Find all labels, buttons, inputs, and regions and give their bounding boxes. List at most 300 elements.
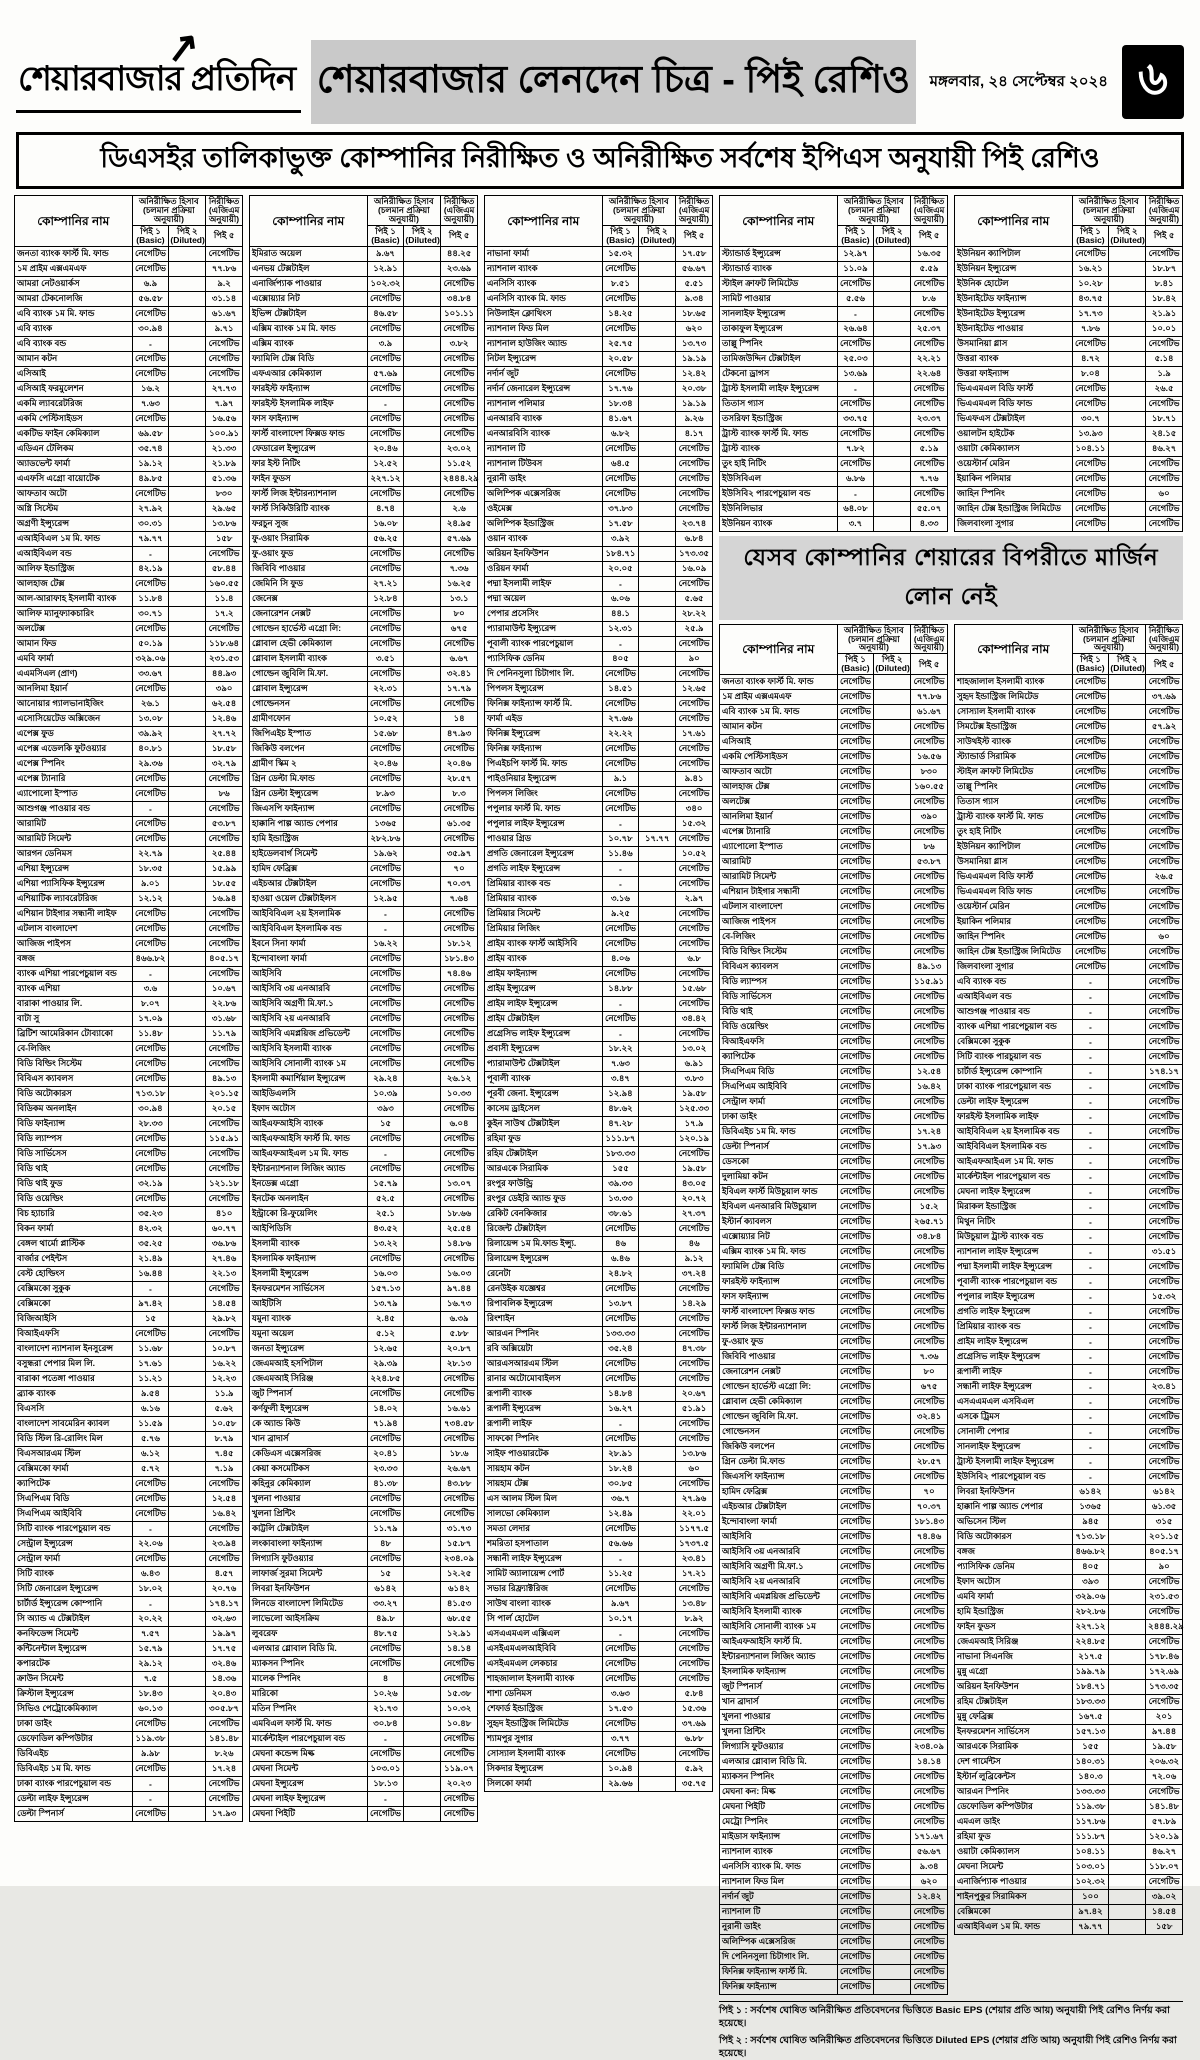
table-row: ইসলামিক ফাইন্যান্স নেগেটিভ নেগেটিভ: [720, 1665, 948, 1680]
column-header-pe5: পিই ৫: [911, 654, 948, 675]
column-header-name: কোম্পানির নাম: [955, 196, 1073, 247]
table-row: স্টাইল ক্রাফট লিমিটেড নেগেটিভ নেগেটিভ: [720, 276, 948, 291]
table-row: ফু-ওয়াং ফুড নেগেটিভ নেগেটিভ: [250, 546, 478, 561]
table-row: উসমানিয়া গ্লাস নেগেটিভ নেগেটিভ: [955, 855, 1183, 870]
table-row: নর্দার্ন জুট নেগেটিভ ১২.৪২: [720, 1890, 948, 1905]
table-row: কেয়া কসমেটিকস ২৩.৩৩ ২৬.৬৭: [250, 1461, 478, 1476]
table-row: ইনফরমেশন সার্ভিসেস ১৫৭.১৩ ৯৭.৪৪: [250, 1281, 478, 1296]
table-row: সি পার্ল হোটেল ১০.১৭ ৮.৯২: [485, 1611, 713, 1626]
table-row: বেক্সিমকো ফার্মা ৫.৭২ ৭.১৯: [15, 1461, 243, 1476]
table-row: বেঙ্গল থার্মো প্লাস্টিক ৩৫.২৫ ৩৬.৮৬: [15, 1236, 243, 1251]
table-row: প্রিমিয়ার লিজিং নেগেটিভ নেগেটিভ: [485, 921, 713, 936]
table-row: ইন্টারন্যাশনাল লিজিং অ্যান্ড নেগেটিভ নেগেটিভ: [720, 1650, 948, 1665]
table-row: ক্রিস্টাল ইন্স্যুরেন্স ১৮.৪৩ ২০.৪৩: [15, 1686, 243, 1701]
table-row: জিএসপি ফাইন্যান্স নেগেটিভ নেগেটিভ: [250, 801, 478, 816]
table-row: রিপাবলিক ইন্স্যুরেন্স ১৩.৮৭ ১৪.২৯: [485, 1296, 713, 1311]
table-row: ঢাকা ব্যাংক পারপেচুয়াল বন্ড - নেগেটিভ: [955, 1080, 1183, 1095]
table-row: খান ব্রাদার্স নেগেটিভ নেগেটিভ: [720, 1695, 948, 1710]
table-row: সামিট অ্যালায়েন্স পোর্ট ১১.২৫ ১৭.২১: [485, 1566, 713, 1581]
table-row: বিএসসি ৬.১৬ ৫.৬২: [15, 1401, 243, 1416]
table-row: মেঘনা সিমেন্ট ১০৩.০১ ১১৮.০৭: [955, 1860, 1183, 1875]
table-row: ন্যাশনাল ফিড মিল নেগেটিভ ৬২০: [720, 1875, 948, 1890]
table-row: জিকিউ বলপেন নেগেটিভ নেগেটিভ: [250, 741, 478, 756]
table-row: রানার অটোমোবাইলস নেগেটিভ নেগেটিভ: [485, 1371, 713, 1386]
table-row: এক্সিম ব্যাংক ১ম মি. ফান্ড নেগেটিভ নেগেটিভ: [250, 321, 478, 336]
table-row: ইস্টার্ন ক্যাবলস নেগেটিভ ২৬৫.৭১: [720, 1215, 948, 1230]
table-row: লিগ্যাসি ফুটওয়্যার নেগেটিভ ২৩৪.০৯: [250, 1551, 478, 1566]
table-row: আইসিবি ৩য় এনআরবি নেগেটিভ নেগেটিভ: [250, 981, 478, 996]
table-row: জিলবাংলা সুগার নেগেটিভ নেগেটিভ: [955, 960, 1183, 975]
table-row: গ্লোবাল হেভী কেমিক্যাল নেগেটিভ নেগেটিভ: [250, 636, 478, 651]
table-row: আরএন স্পিনিং ১৩৩.৩৩ নেগেটিভ: [485, 1326, 713, 1341]
table-row: উত্তরা ব্যাংক ৪.৭২ ৫.১৪: [955, 351, 1183, 366]
table-row: এক্সিম ব্যাংক ৩.৯ ৩.৮২: [250, 336, 478, 351]
column-header-unaudited: অনিরীক্ষিত হিসাব (চলমান প্রক্রিয়া অনুযায়ী): [1072, 624, 1146, 654]
table-row: নাভানা সিএনজি ২১৭.৫ ১৭৮.৪৬: [955, 1650, 1183, 1665]
table-row: ইউনাইটেড ফাইন্যান্স ৪৩.৭৫ ১৮.৪২: [955, 291, 1183, 306]
main-headline: ডিএসইর তালিকাভুক্ত কোম্পানির নিরীক্ষিত ও অনিরীক্ষিত সর্বশেষ ইপিএস অনুযায়ী পিই রেশিও: [16, 132, 1184, 189]
pe-table: [954, 624, 1183, 1936]
table-row: ইউনিয়ন ক্যাপিটাল নেগেটিভ নেগেটিভ: [955, 246, 1183, 261]
table-row: সি অ্যান্ড এ টেক্সটাইল ২০.২২ ৩২.৬৩: [15, 1611, 243, 1626]
table-row: কর্ণফুলী ইন্স্যুরেন্স ১৪.০২ ১৬.৬১: [250, 1401, 478, 1416]
table-row: প্যাসিফিক ডেনিম ৪০৫ ৯০: [485, 651, 713, 666]
table-row: ইসলামী কমার্শিয়াল ইন্স্যুরেন্স ২৯.২৪ ২৬.১২: [250, 1071, 478, 1086]
table-row: আরামিট সিমেন্ট নেগেটিভ নেগেটিভ: [15, 831, 243, 846]
table-row: শাশা ডেনিমস ৩.৬৩ ৫.৮৪: [485, 1686, 713, 1701]
table-row: এপেক্স ফুড ৩৯.৯২ ২৭.৭২: [15, 726, 243, 741]
table-row: আরামিট নেগেটিভ ৫৩.৮৭: [15, 816, 243, 831]
table-row: একটিভ ফাইন কেমিক্যাল ৬৯.৫৮ ১০০.৯১: [15, 426, 243, 441]
table-row: পিএইচপি ফার্স্ট মি. ফান্ড নেগেটিভ নেগেটিভ: [485, 756, 713, 771]
pe-table-column-4: [719, 195, 948, 532]
table-row: আইএফআইএল ১ম মি. ফান্ড - নেগেটিভ: [955, 1155, 1183, 1170]
table-row: ফারইস্ট ইসলামিক লাইফ - নেগেটিভ: [955, 1110, 1183, 1125]
table-row: এআইবিএল ১ম মি. ফান্ড ৭৯.৭৭ ১৫৮: [15, 531, 243, 546]
table-row: শাইনপুকুর সিরামিকস ১০০ ৩৯.০২: [955, 1890, 1183, 1905]
table-row: প্রিমিয়ার ব্যাংক বন্ড - নেগেটিভ: [485, 876, 713, 891]
table-row: প্যারামাউন্ট টেক্সটাইল ৭.৬৩ ৬.৯১: [485, 1056, 713, 1071]
table-row: জেনেক্স ১২.৮৪ ১৩.১: [250, 591, 478, 606]
table-row: গ্রামীণফোন ১০.৫২ ১৪: [250, 711, 478, 726]
table-row: জাহিন স্পিনিং নেগেটিভ ৬০: [955, 486, 1183, 501]
pe-table: [484, 195, 713, 1792]
pe-table: [719, 195, 948, 532]
table-row: ইউনিলিভার ৬৪.০৮ ৫৫.০৭: [720, 501, 948, 516]
table-row: সেন্ট্রাল ইন্স্যুরেন্স ২২.০৬ ২৩.৯৪: [15, 1536, 243, 1551]
table-header: [15, 196, 243, 247]
table-row: ইউনাইটেড ইন্স্যুরেন্স ১৭.৭৩ ২১.৯১: [955, 306, 1183, 321]
table-row: ডেল্টা লাইফ ইন্স্যুরেন্স - নেগেটিভ: [15, 1791, 243, 1806]
table-row: টেকনো ড্রাগস ১৩.৬৯ ২২.৬৪: [720, 366, 948, 381]
table-row: নিটল ইন্স্যুরেন্স ২০.৫৮ ১৯.১৯: [485, 351, 713, 366]
table-row: ওয়াটা কেমিক্যালস ১০৪.১১ ৪৬.২৭: [955, 441, 1183, 456]
column-header-pe5: পিই ৫: [206, 225, 243, 246]
table-row: ফারইস্ট ফাইন্যান্স নেগেটিভ নেগেটিভ: [720, 1275, 948, 1290]
table-row: দেশ গার্মেন্টস ১৪০.৩১ ২০৬.৩২: [955, 1755, 1183, 1770]
table-row: বিডি ল্যাম্পস নেগেটিভ ১১৫.৯১: [720, 975, 948, 990]
column-header-pe2: পিই ২ (Diluted): [405, 225, 440, 245]
table-row: ফিনিক্স ফাইন্যান্স নেগেটিভ নেগেটিভ: [720, 1980, 948, 1995]
table-row: মারিকো ১০.২৬ ১৫.৩৮: [250, 1686, 478, 1701]
table-row: পপুলার লাইফ ইন্স্যুরেন্স - ১৫.৩২: [485, 816, 713, 831]
table-row: সুহৃদ ইন্ডাস্ট্রিজ লিমিটেড নেগেটিভ ৩৭.৬৯: [955, 690, 1183, 705]
table-row: এশিয়াটিক ল্যাবরেটরিজ ১২.১২ ১৬.৯৪: [15, 891, 243, 906]
table-row: ঢাকা ডাইং নেগেটিভ নেগেটিভ: [15, 1716, 243, 1731]
column-header-pe2: পিই ২ (Diluted): [875, 654, 910, 674]
table-row: ইসলামিক ফাইন্যান্স নেগেটিভ নেগেটিভ: [250, 1251, 478, 1266]
table-row: বিডি ওয়েল্ডিং নেগেটিভ নেগেটিভ: [720, 1020, 948, 1035]
table-row: জিবিবি পাওয়ার নেগেটিভ ৭.৩৬: [250, 561, 478, 576]
table-row: এআইবিএল বন্ড - নেগেটিভ: [15, 546, 243, 561]
table-row: বঙ্গজ ৪৬৬.৮২ ৪০৫.১৭: [15, 951, 243, 966]
table-row: ফ্যামিলি টেক্স বিডি নেগেটিভ নেগেটিভ: [250, 351, 478, 366]
table-row: ডিবিএইচ ১ম মি. ফান্ড নেগেটিভ ১৭.২৪: [15, 1761, 243, 1776]
column-header-pe5: পিই ৫: [1146, 654, 1183, 675]
table-row: রূপালী ব্যাংক ১৪.৮৪ ২০.৬৭: [485, 1386, 713, 1401]
table-row: যমুনা ব্যাংক ২.৪৫ ৬.৩৯: [250, 1311, 478, 1326]
table-row: বিডি ল্যাম্পস নেগেটিভ ১১৫.৯১: [15, 1131, 243, 1146]
table-row: রহিমা ফুড ১১১.৮৭ ১২০.১৯: [485, 1131, 713, 1146]
page-number-badge: ৬: [1122, 45, 1184, 119]
table-row: কাসেম ড্রাইসেল ৪৮.৬২ ১২৫.৩৩: [485, 1101, 713, 1116]
table-row: আইসিবি এমপ্লয়িজ প্রভিডেন্ট নেগেটিভ নেগেটিভ: [250, 1026, 478, 1041]
table-row: এনসিসি ব্যাংক মি. ফান্ড নেগেটিভ ৯.৩৪: [720, 1860, 948, 1875]
table-row: তামিজউদ্দিন টেক্সটাইল ২৫.০৩ ২২.২১: [720, 351, 948, 366]
table-row: এক্সোয়্যার নিট নেগেটিভ ৩৪.৮৪: [720, 1230, 948, 1245]
table-row: গ্রামীণ স্কিম ২ ২০.৪৬ ২০.৪৬: [250, 756, 478, 771]
table-row: মেঘনা পিইটি নেগেটিভ নেগেটিভ: [250, 1806, 478, 1821]
table-row: এসকে ট্রিমস - নেগেটিভ: [955, 1410, 1183, 1425]
column-header-pe2: পিই ২ (Diluted): [170, 225, 205, 245]
table-row: বিডি অটোকারস ৭১৩.১৮ ২০১.১৫: [955, 1530, 1183, 1545]
table-row: এ্যাপোলো ইস্পাত নেগেটিভ ৮৬: [720, 840, 948, 855]
table-row: আরএকে সিরামিক ১৫৫ ১৯.৫৮: [955, 1740, 1183, 1755]
table-row: অরিয়ন ইনফিউশন ১৮৪.৭১ ১৭৩.৩৫: [955, 1680, 1183, 1695]
table-row: ফিনিক্স ইন্স্যুরেন্স ২২.২২ ১৭.৬১: [485, 726, 713, 741]
table-row: তিতাস গ্যাস নেগেটিভ নেগেটিভ: [955, 795, 1183, 810]
table-row: হামি ইন্ডাস্ট্রিজ ২৮২.৮৬ নেগেটিভ: [955, 1605, 1183, 1620]
table-row: ইন্টারন্যাশনাল লিজিং অ্যান্ড নেগেটিভ নেগেটিভ: [250, 1161, 478, 1176]
page-title: শেয়ারবাজার লেনদেন চিত্র - পিই রেশিও: [311, 40, 915, 124]
column-header-pe2: পিই ২ (Diluted): [640, 225, 675, 245]
table-row: ইনফরমেশন সার্ভিসেস ১৫৭.১৩ ৯৭.৪৪: [955, 1725, 1183, 1740]
table-header: [720, 624, 948, 675]
column-header-pe1: পিই ১ (Basic): [132, 225, 169, 246]
column-header-name: কোম্পানির নাম: [720, 196, 838, 247]
table-row: সুহৃদ ইন্ডাস্ট্রিজ লিমিটেড নেগেটিভ ৩৭.৬৯: [485, 1716, 713, 1731]
table-row: ন্যাশনাল টি নেগেটিভ নেগেটিভ: [720, 1905, 948, 1920]
table-row: সিভিও পেট্রোকেমিক্যাল ৬০.১৩ ৩০৫.৮৭: [15, 1701, 243, 1716]
table-row: বেক্সিমকো ৯৭.৪২ ১৪.৫৪: [955, 1905, 1183, 1920]
table-row: এসইএমএলআইবিবি নেগেটিভ নেগেটিভ: [485, 1641, 713, 1656]
table-row: বিবিএস ক্যাবলস নেগেটিভ ৪৯.১৩: [720, 960, 948, 975]
column-header-pe2: পিই ২ (Diluted): [1110, 225, 1145, 245]
table-row: সিএপিএম বিডি নেগেটিভ ১২.৫৪: [720, 1065, 948, 1080]
table-row: ভিএএমএল বিডি ফার্স্ট নেগেটিভ ২৬.৫: [955, 870, 1183, 885]
footnotes: [719, 2001, 1183, 2060]
table-row: প্রাইম ইন্স্যুরেন্স ১৪.৮৮ ১৫.৬৮: [485, 981, 713, 996]
table-row: এমবিএল ফার্স্ট মি. ফান্ড ৩০.৮৪ ১০.৪৮: [250, 1716, 478, 1731]
table-row: আইসিবি ২য় এনআরবি নেগেটিভ নেগেটিভ: [720, 1575, 948, 1590]
table-row: অলিম্পিক এক্সেসরিজ নেগেটিভ নেগেটিভ: [720, 1935, 948, 1950]
margin-loan-table-1: [719, 624, 948, 1996]
table-row: আজিজ পাইপস নেগেটিভ নেগেটিভ: [15, 936, 243, 951]
table-row: পেপার প্রসেসিং ৪৪.১ ২৮.২২: [485, 606, 713, 621]
table-row: সাউথ বাংলা ব্যাংক ৯.৬৭ ১৩.৪৮: [485, 1596, 713, 1611]
table-row: নাভানা ফার্মা ১৫.৩২ ১৭.৫৮: [485, 246, 713, 261]
table-row: এসিআই নেগেটিভ নেগেটিভ: [720, 735, 948, 750]
table-row: এশিয়া ইন্স্যুরেন্স ১৮.৩৫ ১৫.৯৯: [15, 861, 243, 876]
table-row: অলিম্পিক ইন্ডাস্ট্রিজ ১৭.৫৮ ২৩.৭৪: [485, 516, 713, 531]
table-row: হামি ইন্ডাস্ট্রিজ ২৮২.৮৬ নেগেটিভ: [250, 831, 478, 846]
table-row: এবি ব্যাংক বন্ড - নেগেটিভ: [955, 975, 1183, 990]
table-row: ক্যাপিটেক নেগেটিভ নেগেটিভ: [15, 1476, 243, 1491]
table-row: জিপিএইচ ইস্পাত ১৫.৬৮ ৪৭.৯৩: [250, 726, 478, 741]
table-row: রেকিট বেনকিজার ৩৮.৬১ ২৭.৩৭: [485, 1206, 713, 1221]
table-row: পাইওনিয়ার ইন্স্যুরেন্স ৯.১ ৯.৪১: [485, 771, 713, 786]
table-row: বিডি অটোকারস ৭১৩.১৮ ২০১.১৫: [15, 1086, 243, 1101]
table-row: এবি ব্যাংক বন্ড - নেগেটিভ: [15, 336, 243, 351]
table-row: জেনারেশন নেক্সট নেগেটিভ ৮০: [250, 606, 478, 621]
table-row: আইসিবি সোনালী ব্যাংক ১ম নেগেটিভ নেগেটিভ: [720, 1620, 948, 1635]
pe-table-column-3: [484, 195, 713, 1792]
table-row: আইবিবিএল ইসলামিক বন্ড - নেগেটিভ: [955, 1140, 1183, 1155]
table-row: আমরা টেকনোলজি ৫৬.৫৮ ৩১.১৪: [15, 291, 243, 306]
table-row: রূপালী লাইফ - নেগেটিভ: [485, 1416, 713, 1431]
table-row: এবি ব্যাংক ৩০.৯৪ ৯.৭১: [15, 321, 243, 336]
table-row: বারাকা পতেঙ্গা পাওয়ার ১১.২১ ১২.২৩: [15, 1371, 243, 1386]
table-row: ফার্স্ট সিকিউরিটি ব্যাংক ৪.৭৪ ২.৬: [250, 501, 478, 516]
table-row: বিডিকম অনলাইন ৩০.৯৪ ২০.১৫: [15, 1101, 243, 1116]
table-row: ম্যাকসন স্পিনিং নেগেটিভ নেগেটিভ: [250, 1656, 478, 1671]
table-row: চার্টার্ড ইন্স্যুরেন্স কোম্পানি - ১৭৪.১৭: [15, 1596, 243, 1611]
table-row: রহিম টেক্সটাইল ১৮৩.৩৩ নেগেটিভ: [955, 1695, 1183, 1710]
table-row: ইউনাইটেড পাওয়ার ৭.৮৬ ১০.০১: [955, 321, 1183, 336]
table-row: বাটা সু ১৭.০৯ ৩১.৬৮: [15, 1011, 243, 1026]
column-header-pe5: পিই ৫: [441, 225, 478, 246]
table-row: গ্লোবাল হেভী কেমিক্যাল নেগেটিভ নেগেটিভ: [720, 1395, 948, 1410]
table-row: আলহাজ টেক্স নেগেটিভ ১৬০.৫৫: [720, 780, 948, 795]
table-row: ইউসিবি২ পারপেচুয়াল বন্ড - নেগেটিভ: [955, 1470, 1183, 1485]
table-row: ট্রাস্ট ইসলামী লাইফ ইন্স্যুরেন্স - নেগেটিভ: [720, 381, 948, 396]
table-row: ফাস ফাইন্যান্স নেগেটিভ নেগেটিভ: [250, 411, 478, 426]
table-row: বিডি বিল্ডিং সিস্টেম নেগেটিভ নেগেটিভ: [720, 945, 948, 960]
table-row: আরামিট নেগেটিভ ৫৩.৮৭: [720, 855, 948, 870]
table-row: ইনডেক্স এগ্রো ১৫.৭৯ ১৩.০৭: [250, 1176, 478, 1191]
table-columns: [0, 191, 1200, 2060]
table-row: সিটি ব্যাংক পারপেচুয়াল বন্ড - নেগেটিভ: [15, 1521, 243, 1536]
table-row: প্রাইম ফাইন্যান্স নেগেটিভ নেগেটিভ: [485, 966, 713, 981]
table-row: রবি অক্সিয়েটা ৩৫.২৪ ৪৭.৩৮: [485, 1341, 713, 1356]
table-row: বসুন্ধরা পেপার মিল লি. ১৭.৬১ ১৬.২২: [15, 1356, 243, 1371]
table-row: কেডিএস এক্সেসরিজ ২০.৪১ ১৮.৬: [250, 1446, 478, 1461]
table-row: ব্রিটিশ আমেরিকান টোব্যাকো ১১.৪৮ ১১.৭৯: [15, 1026, 243, 1041]
table-row: ডেসকো নেগেটিভ নেগেটিভ: [720, 1155, 948, 1170]
table-row: এপেক্স ট্যানারি নেগেটিভ নেগেটিভ: [720, 825, 948, 840]
table-row: কপারটেক ২৯.১২ ৩২.৪৬: [15, 1656, 243, 1671]
column-header-pe5: পিই ৫: [1146, 225, 1183, 246]
column-header-name: কোম্পানির নাম: [720, 624, 838, 675]
table-row: ওরিয়ন ফার্মা ২০.০৫ ১৬.০৯: [485, 561, 713, 576]
table-row: রহিম টেক্সটাইল ১৮৩.৩৩ নেগেটিভ: [485, 1146, 713, 1161]
table-row: এনআরবিসি ব্যাংক ৬.৮২ ৪.১৭: [485, 426, 713, 441]
table-row: নর্দার্ন জুট নেগেটিভ ১২.৪২: [485, 366, 713, 381]
table-row: হাওয়া ওয়েল টেক্সটাইলস ১২.৯৫ ৭.৬৪: [250, 891, 478, 906]
table-row: ইউনিয়ন ব্যাংক ৩.৭ ৪.৩৩: [720, 516, 948, 531]
page-header: [0, 0, 1200, 130]
table-row: সিটি ব্যাংক ৬.৪৩ ৪.৫৭: [15, 1566, 243, 1581]
table-row: প্রিমিয়ার ব্যাংক ৩.১৬ ২.৯৭: [485, 891, 713, 906]
footnote-pe1: পিই ১ : সর্বশেষ ঘোষিত অনিরীক্ষিত প্রতিবেদনের ভিত্তিতে Basic EPS (শেয়ার প্রতি আয়) অনুযায়ী পিই রেশিও নির্ণয় করা হয়েছে।: [719, 2005, 1170, 2030]
table-row: জেএমআই সিরিঞ্জ ২২৪.৮৫ নেগেটিভ: [250, 1371, 478, 1386]
table-row: বিডি সার্ভিসেস নেগেটিভ নেগেটিভ: [15, 1146, 243, 1161]
newspaper-logo: [16, 23, 301, 113]
table-row: ডিবিএইচ ৯.৯৮ ৮.২৬: [15, 1746, 243, 1761]
table-row: সাফকো স্পিনিং নেগেটিভ নেগেটিভ: [485, 1431, 713, 1446]
table-row: শ্যামপুর সুগার ৩.৭৭ ৬.৮৮: [485, 1731, 713, 1746]
table-row: রেনউইক যজ্ঞেশ্বর নেগেটিভ নেগেটিভ: [485, 1281, 713, 1296]
table-row: তসরিফা ইন্ডাস্ট্রিজ ৩৩.৭৫ ২৩.৩৭: [720, 411, 948, 426]
table-row: বিআইএফসি নেগেটিভ নেগেটিভ: [15, 1326, 243, 1341]
table-row: সাইফ পাওয়ারটেক ২৮.৯১ ১৩.৮৬: [485, 1446, 713, 1461]
table-row: রহিমা ফুড ১১১.৮৭ ১২০.১৯: [955, 1830, 1183, 1845]
table-row: বিচ হ্যাচারি ৩৫.২৩ ৪১০: [15, 1206, 243, 1221]
table-row: নর্দার্ন জেনারেল ইন্স্যুরেন্স ১৭.৭৬ ২০.৩৮: [485, 381, 713, 396]
table-row: ফিনিক্স ফাইন্যান্স নেগেটিভ নেগেটিভ: [485, 741, 713, 756]
table-row: জিকিউ বলপেন নেগেটিভ নেগেটিভ: [720, 1440, 948, 1455]
table-row: পূবালী ব্যাংক পারপেচুয়াল বন্ড - নেগেটিভ: [955, 1275, 1183, 1290]
table-row: রিংশাইন নেগেটিভ নেগেটিভ: [485, 1311, 713, 1326]
table-row: তাকাফুল ইন্স্যুরেন্স ২৬.৬৪ ২৫.৩৭: [720, 321, 948, 336]
table-row: সানলাইফ ইন্স্যুরেন্স - নেগেটিভ: [720, 306, 948, 321]
table-row: এশিয়ান টাইগার সন্ধানী লাইফ নেগেটিভ নেগেটিভ: [15, 906, 243, 921]
table-row: ওয়ান ব্যাংক ৩.৯২ ৬.৮৪: [485, 531, 713, 546]
table-row: রিলায়েন্স ইন্স্যুরেন্স ৬.৪৬ ৯.১২: [485, 1251, 713, 1266]
table-row: কে অ্যান্ড কিউ ৭১.৯৪ ৭৩৪.৫৮: [250, 1416, 478, 1431]
table-row: মতিন স্পিনিং ২১.৭৩ ১০.৩২: [250, 1701, 478, 1716]
table-row: লুবরেফ ৪৮.৭৫ ১২.৯১: [250, 1626, 478, 1641]
table-row: স্ট্যান্ডার্ড সিরামিক নেগেটিভ নেগেটিভ: [955, 750, 1183, 765]
table-row: আইবিবিএল ইসলামিক বন্ড - নেগেটিভ: [250, 921, 478, 936]
table-row: এসএএমএল এসবিএল - নেগেটিভ: [955, 1395, 1183, 1410]
table-row: নিউলাইন ক্লোথিংস ১৪.২৫ ১৮.৬৫: [485, 306, 713, 321]
table-row: এপেক্স ট্যানারি নেগেটিভ নেগেটিভ: [15, 771, 243, 786]
table-row: ওয়েস্টার্ন মেরিন নেগেটিভ নেগেটিভ: [955, 456, 1183, 471]
table-row: ফিনিক্স ফাইন্যান্স ফার্স্ট মি. নেগেটিভ নেগেটিভ: [720, 1965, 948, 1980]
table-row: মেঘনা কন: মিল্ক নেগেটিভ নেগেটিভ: [720, 1785, 948, 1800]
pe-table: [14, 195, 243, 1822]
table-row: এনার্জিপ্যাক পাওয়ার ১০২.৩২ নেগেটিভ: [955, 1875, 1183, 1890]
table-row: সায়হাম কটন ১৮.২৪ ৬০: [485, 1461, 713, 1476]
table-row: হাইডেলবার্গ সিমেন্ট ১৯.৬২ ৩৫.৯৭: [250, 846, 478, 861]
table-row: খুলনা প্রিন্টিং নেগেটিভ নেগেটিভ: [720, 1725, 948, 1740]
table-row: গোল্ডেন হার্ভেস্ট এগ্রো লি: নেগেটিভ ৬৭৫: [250, 621, 478, 636]
table-row: বে-লিজিং নেগেটিভ নেগেটিভ: [15, 1041, 243, 1056]
table-row: ইমিরাত অয়েল ৯.৬৭ ৪৪.২৫: [250, 246, 478, 261]
table-row: ওয়ালটন হাইটেক ১৩.৯৩ ২৪.১৫: [955, 426, 1183, 441]
table-row: এসিআই ফরমুলেশন ১৬.২ ২৭.৭৩: [15, 381, 243, 396]
table-row: ডেফোডিল কম্পিউটার ১১৯.৩৮ ১৪১.৪৮: [955, 1800, 1183, 1815]
table-row: আইএফআইএল ১ম মি. ফান্ড - নেগেটিভ: [250, 1146, 478, 1161]
table-row: গোল্ডেন হার্ভেস্ট এগ্রো লি: নেগেটিভ ৬৭৫: [720, 1380, 948, 1395]
table-row: আইসিবি অগ্রণী মি.ফা.১ নেগেটিভ নেগেটিভ: [250, 996, 478, 1011]
table-row: ব্যাংক এশিয়া ৩.৬ ১০.৬৭: [15, 981, 243, 996]
table-row: মেঘনা লাইফ ইন্স্যুরেন্স - নেগেটিভ: [955, 1185, 1183, 1200]
table-row: ইবিএল এনআরবি মিউচুয়াল নেগেটিভ ১৫.২: [720, 1200, 948, 1215]
table-row: পদ্মা ইসলামী লাইফ - নেগেটিভ: [485, 576, 713, 591]
table-row: জেএমআই হসপিটাল ২৯.৩৯ ২৮.১৩: [250, 1356, 478, 1371]
table-row: বেস্ট হোল্ডিংস ১৬.৪৪ ২২.১৩: [15, 1266, 243, 1281]
table-row: এস আলম স্টিল মিল ৩৬.৭ ২৭.৯৬: [485, 1491, 713, 1506]
table-row: সিটি ব্যাংক পারচুয়াল বন্ড - নেগেটিভ: [955, 1050, 1183, 1065]
table-row: কাট্টলি টেক্সটাইল ১১.৭৯ ৩১.৭৩: [250, 1521, 478, 1536]
table-row: কহিনুর কেমিক্যাল ৪১.৩৮ ৪৩.৮৮: [250, 1476, 478, 1491]
table-row: এএফসি এগ্রো বায়োটেক ৪৯.৮৫ ৫১.৩৬: [15, 471, 243, 486]
table-row: বঙ্গজ ৪৬৬.৮২ ৪০৫.১৭: [955, 1545, 1183, 1560]
table-row: আল-আরাফাহ ইসলামী ব্যাংক ১১.৮৪ ১১.৪: [15, 591, 243, 606]
table-row: গোল্ডেন জুবিলি মি.ফা. নেগেটিভ ৩২.৪১: [720, 1410, 948, 1425]
table-row: লংকাবাংলা ফাইন্যান্স ৪৮ ১৫.৮৭: [250, 1536, 478, 1551]
table-row: বিডি ওয়েল্ডিং নেগেটিভ নেগেটিভ: [15, 1191, 243, 1206]
table-row: গোল্ডেন জুবিলি মি.ফা. নেগেটিভ ৩২.৪১: [250, 666, 478, 681]
table-row: ন্যাশনাল ব্যাংক নেগেটিভ ৫৬.৬৭: [720, 1845, 948, 1860]
table-row: রূপালী লাইফ - নেগেটিভ: [955, 1365, 1183, 1380]
table-row: প্রিমিয়ার ব্যাংক বন্ড - নেগেটিভ: [955, 1320, 1183, 1335]
table-row: বিবিএস ক্যাবলস নেগেটিভ ৪৯.১৩: [15, 1071, 243, 1086]
table-row: আইসিবি অগ্রণী মি.ফা.১ নেগেটিভ নেগেটিভ: [720, 1560, 948, 1575]
table-row: ইন্দোবাংলা ফার্মা নেগেটিভ ১৮১.৪৩: [720, 1515, 948, 1530]
table-row: পপুলার লাইফ ইন্স্যুরেন্স - ১৫.৩২: [955, 1290, 1183, 1305]
table-row: এলআর গ্লোবাল বিডি মি. নেগেটিভ ১৪.১৪: [720, 1755, 948, 1770]
column-header-unaudited: অনিরীক্ষিত হিসাব (চলমান প্রক্রিয়া অনুযায়ী): [132, 196, 206, 226]
table-row: ইবিএল ফার্স্ট মিউচুয়াল ফান্ড নেগেটিভ নেগেটিভ: [720, 1185, 948, 1200]
column-header-name: কোম্পানির নাম: [485, 196, 603, 247]
table-row: ফু-ওয়াং সিরামিক ৫৬.২৫ ৫৭.৬৯: [250, 531, 478, 546]
newspaper-logo-text: শেয়ারবাজার প্রতিদিন: [18, 60, 296, 98]
pe-table-column-2: [249, 195, 478, 1822]
table-row: হামিদ ফেব্রিক্স নেগেটিভ ৭০: [720, 1485, 948, 1500]
table-row: পূবালী ব্যাংক ৩.৪৭ ৩.৮৩: [485, 1071, 713, 1086]
table-row: অগ্নি সিস্টেম ২৭.৯২ ২৯.৬৫: [15, 501, 243, 516]
table-row: আইবিবিএল ২য় ইসলামিক - নেগেটিভ: [250, 906, 478, 921]
table-row: ভিএএমএল বিডি ফান্ড নেগেটিভ নেগেটিভ: [955, 396, 1183, 411]
pe-table: [954, 195, 1183, 532]
table-row: ইনটেক অনলাইন ৫২.৫ নেগেটিভ: [250, 1191, 478, 1206]
table-row: এক্সিম ব্যাংক ১ম মি. ফান্ড নেগেটিভ নেগেটিভ: [720, 1245, 948, 1260]
table-row: গোল্ডেনসন নেগেটিভ নেগেটিভ: [720, 1425, 948, 1440]
column-header-unaudited: অনিরীক্ষিত হিসাব (চলমান প্রক্রিয়া অনুযায়ী): [367, 196, 441, 226]
table-row: বাংলাদেশ ন্যাশনাল ইনসুরেন্স ১১.৬৮ ১০.৮৭: [15, 1341, 243, 1356]
table-row: দি পেনিনসুলা চিটাগাং লি. নেগেটিভ নেগেটিভ: [485, 666, 713, 681]
table-row: প্রিমিয়ার সিমেন্ট ৯.২৫ নেগেটিভ: [485, 906, 713, 921]
column-header-unaudited: অনিরীক্ষিত হিসাব (চলমান প্রক্রিয়া অনুযায়ী): [602, 196, 676, 226]
table-row: ব্যাংক এশিয়া পারপেচুয়াল বন্ড - নেগেটিভ: [15, 966, 243, 981]
table-row: জাহিন টেক্স ইন্ডাস্ট্রিজ লিমিটেড নেগেটিভ নেগেটিভ: [955, 501, 1183, 516]
table-row: এএমসিএল (প্রাণ) ৩৩.৬৭ ৪৪.৯৩: [15, 666, 243, 681]
table-row: ব্যাংক এশিয়া পারপেচুয়াল বন্ড - নেগেটিভ: [955, 1020, 1183, 1035]
table-row: আইএফআইসি ফার্স্ট মি. নেগেটিভ নেগেটিভ: [720, 1635, 948, 1650]
table-row: ট্রাস্ট ব্যাংক ফার্স্ট মি. ফান্ড নেগেটিভ নেগেটিভ: [720, 426, 948, 441]
column-header-pe1: পিই ১ (Basic): [837, 225, 874, 246]
table-row: বিডি সার্ভিসেস নেগেটিভ নেগেটিভ: [720, 990, 948, 1005]
table-row: আইবিবিএল ২য় ইসলামিক বন্ড - নেগেটিভ: [955, 1125, 1183, 1140]
table-row: সালভো কেমিক্যাল ১২.৪৯ ২২.০১: [485, 1506, 713, 1521]
table-row: ইবনে সিনা ফার্মা ১৬.২২ ১৮.১২: [250, 936, 478, 951]
column-header-audited: নিরীক্ষিত (এজিএম অনুযায়ী): [911, 624, 948, 654]
table-row: ক্রাউন সিমেন্ট ৭.৫ ১৪.৩৬: [15, 1671, 243, 1686]
table-row: ঢাকা ব্যাংক পারপেচুয়াল বন্ড - নেগেটিভ: [15, 1776, 243, 1791]
